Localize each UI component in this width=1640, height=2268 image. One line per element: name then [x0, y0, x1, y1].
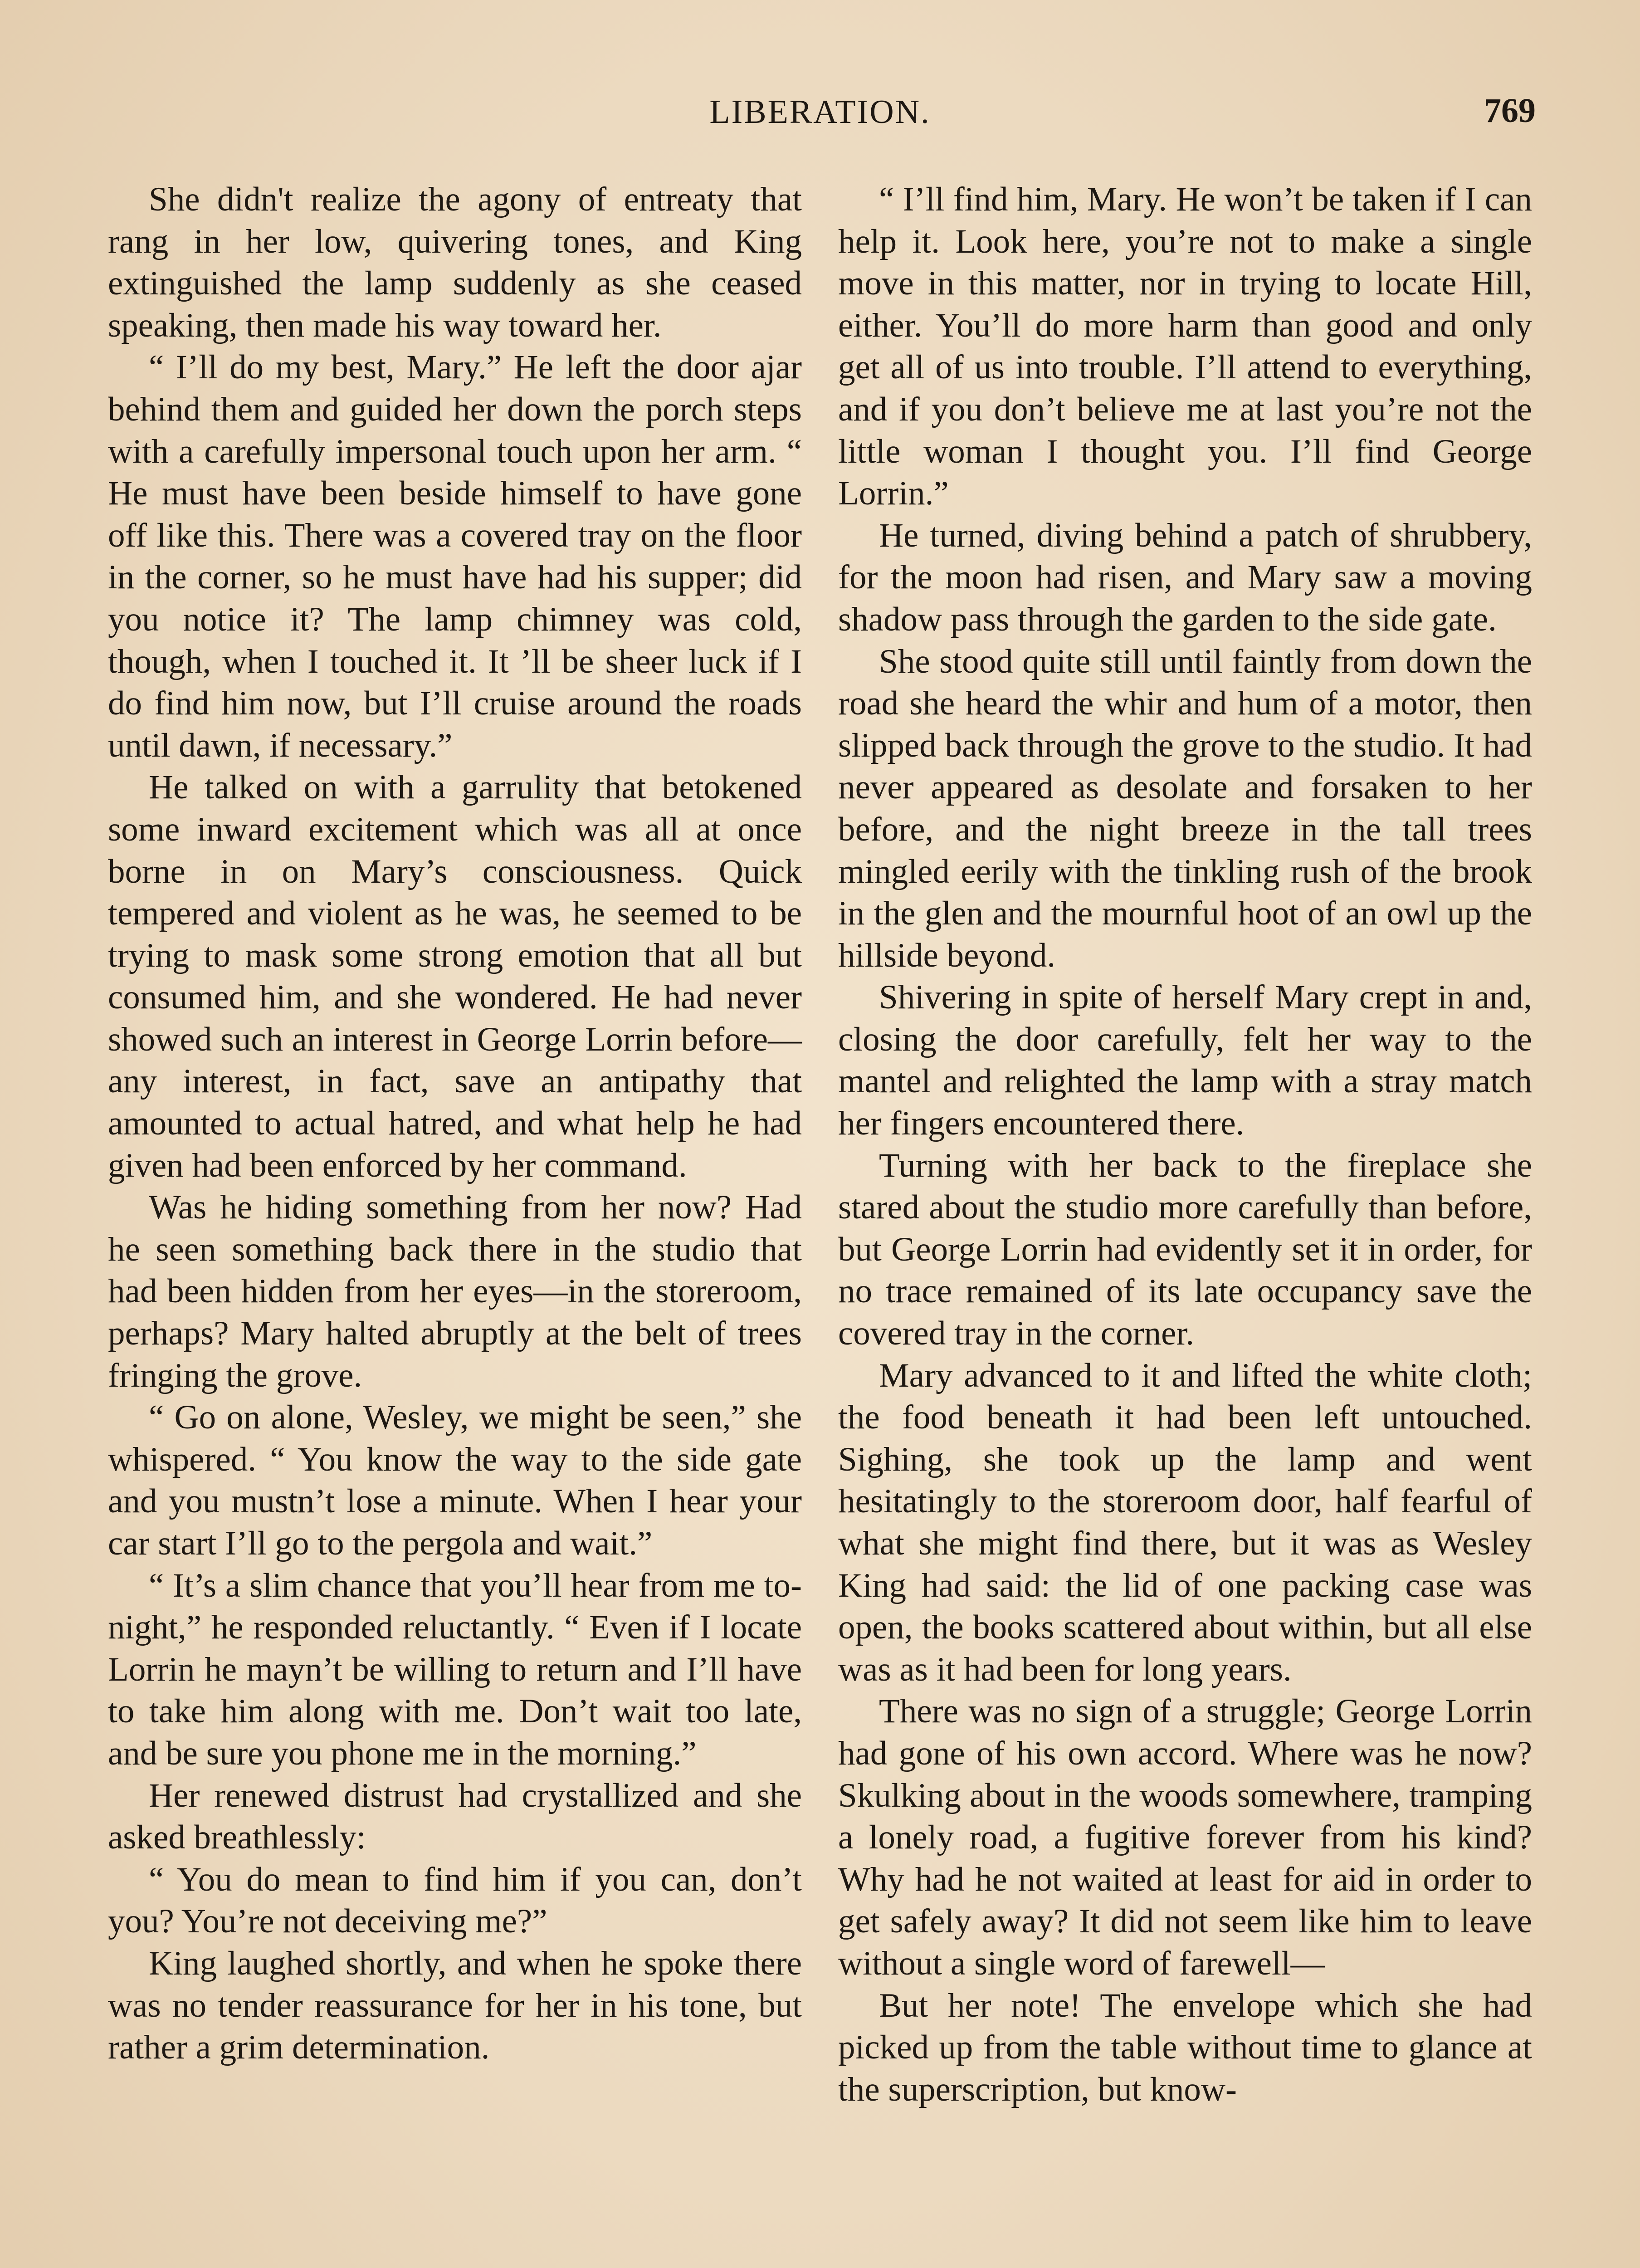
paragraph: He turned, diving behind a patch of shrubbery, for the moon had risen, and Mary saw a moving shadow pass through the garden to the side gate.: [838, 516, 1532, 638]
paragraph: She stood quite still until faintly from down the road she heard the whir and hum of a motor, then slipped back through the grove to the studio. It had never appeared as desolate and forsaken to her before, and the night breeze in the tall trees mingled eerily with the tinkling rush of the brook in the glen and the mournful hoot of an owl up the hillside beyond.: [838, 642, 1532, 974]
paragraph: Shivering in spite of herself Mary crept in and, closing the door carefully, felt her way to the mantel and relighted the lamp with a stray match her fingers encountered there.: [838, 978, 1532, 1143]
paragraph: “ Go on alone, Wesley, we might be seen,” she whispered. “ You know the way to the side gate and you mustn’t lose a minute. When I hear your car start I’ll go to the pergola and wait.”: [108, 1398, 802, 1562]
paragraph: King laughed shortly, and when he spoke there was no tender reassurance for her in his tone, but rather a grim determination.: [108, 1944, 802, 2067]
paragraph: Turning with her back to the fireplace she stared about the studio more carefully than before, but George Lorrin had evidently set it in order, for no trace remained of its late occupancy save the covered tray in the corner.: [838, 1146, 1532, 1353]
paragraph: “ I’ll do my best, Mary.” He left the door ajar behind them and guided her down the porch steps with a carefully impersonal touch upon her arm. “ He must have been beside himself to have gone off like this. There was a covered tray on the floor in the corner, so he must have had his supper; did you notice it? The lamp chimney was cold, though, when I touched it. It ’ll be sheer luck if I do find him now, but I’ll cruise around the roads until dawn, if necessary.”: [108, 348, 802, 764]
right-column: [838, 179, 1532, 2111]
paragraph: “ You do mean to find him if you can, don’t you? You’re not deceiving me?”: [108, 1860, 802, 1941]
paragraph: “ It’s a slim chance that you’ll hear from me to-night,” he responded reluctantly. “ Even if I locate Lorrin he mayn’t be willing to return and I’ll have to take him along with me. Don’t wait too late, and be sure you phone me in the morning.”: [108, 1566, 802, 1772]
paragraph: Mary advanced to it and lifted the white cloth; the food beneath it had been left untouched. Sighing, she took up the lamp and went hesitatingly to the storeroom door, half fearful of what she might find there, but it was as Wesley King had said: the lid of one packing case was open, the books scattered about within, but all else was as it had been for long years.: [838, 1356, 1532, 1688]
paragraph: But her note! The envelope which she had picked up from the table without time to glance at the superscription, but know-: [838, 1986, 1532, 2108]
paragraph: “ I’ll find him, Mary. He won’t be taken if I can help it. Look here, you’re not to make a single move in this matter, nor in trying to locate Hill, either. You’ll do more harm than good and only get all of us into trouble. I’ll attend to everything, and if you don’t believe me at last you’re not the little woman I thought you. I’ll find George Lorrin.”: [838, 181, 1532, 513]
left-column: [108, 179, 802, 2069]
paragraph: Was he hiding something from her now? Had he seen something back there in the studio that had been hidden from her eyes—in the storeroom, perhaps? Mary halted abruptly at the belt of trees fringing the grove.: [108, 1188, 802, 1394]
paragraph: Her renewed distrust had crystallized and she asked breathlessly:: [108, 1776, 802, 1857]
running-head: [104, 93, 1536, 138]
page-number: 769: [1484, 92, 1536, 130]
running-title: LIBERATION.: [709, 93, 931, 131]
paragraph: She didn't realize the agony of entreaty that rang in her low, quivering tones, and King extinguished the lamp suddenly as she ceased speaking, then made his way toward her.: [108, 181, 802, 344]
paragraph: He talked on with a garrulity that betokened some inward excitement which was all at once borne in on Mary’s consciousness. Quick tempered and violent as he was, he seemed to be trying to mask some strong emotion that all but consumed him, and she wondered. He had never showed such an interest in George Lorrin before—any interest, in fact, save an antipathy that amounted to actual hatred, and what help he had given had been enforced by her command.: [108, 768, 802, 1184]
paragraph: There was no sign of a struggle; George Lorrin had gone of his own accord. Where was he now? Skulking about in the woods somewhere, tramping a lonely road, a fugitive forever from his kind? Why had he not waited at least for aid in order to get safely away? It did not seem like him to leave without a single word of farewell—: [838, 1692, 1532, 1982]
